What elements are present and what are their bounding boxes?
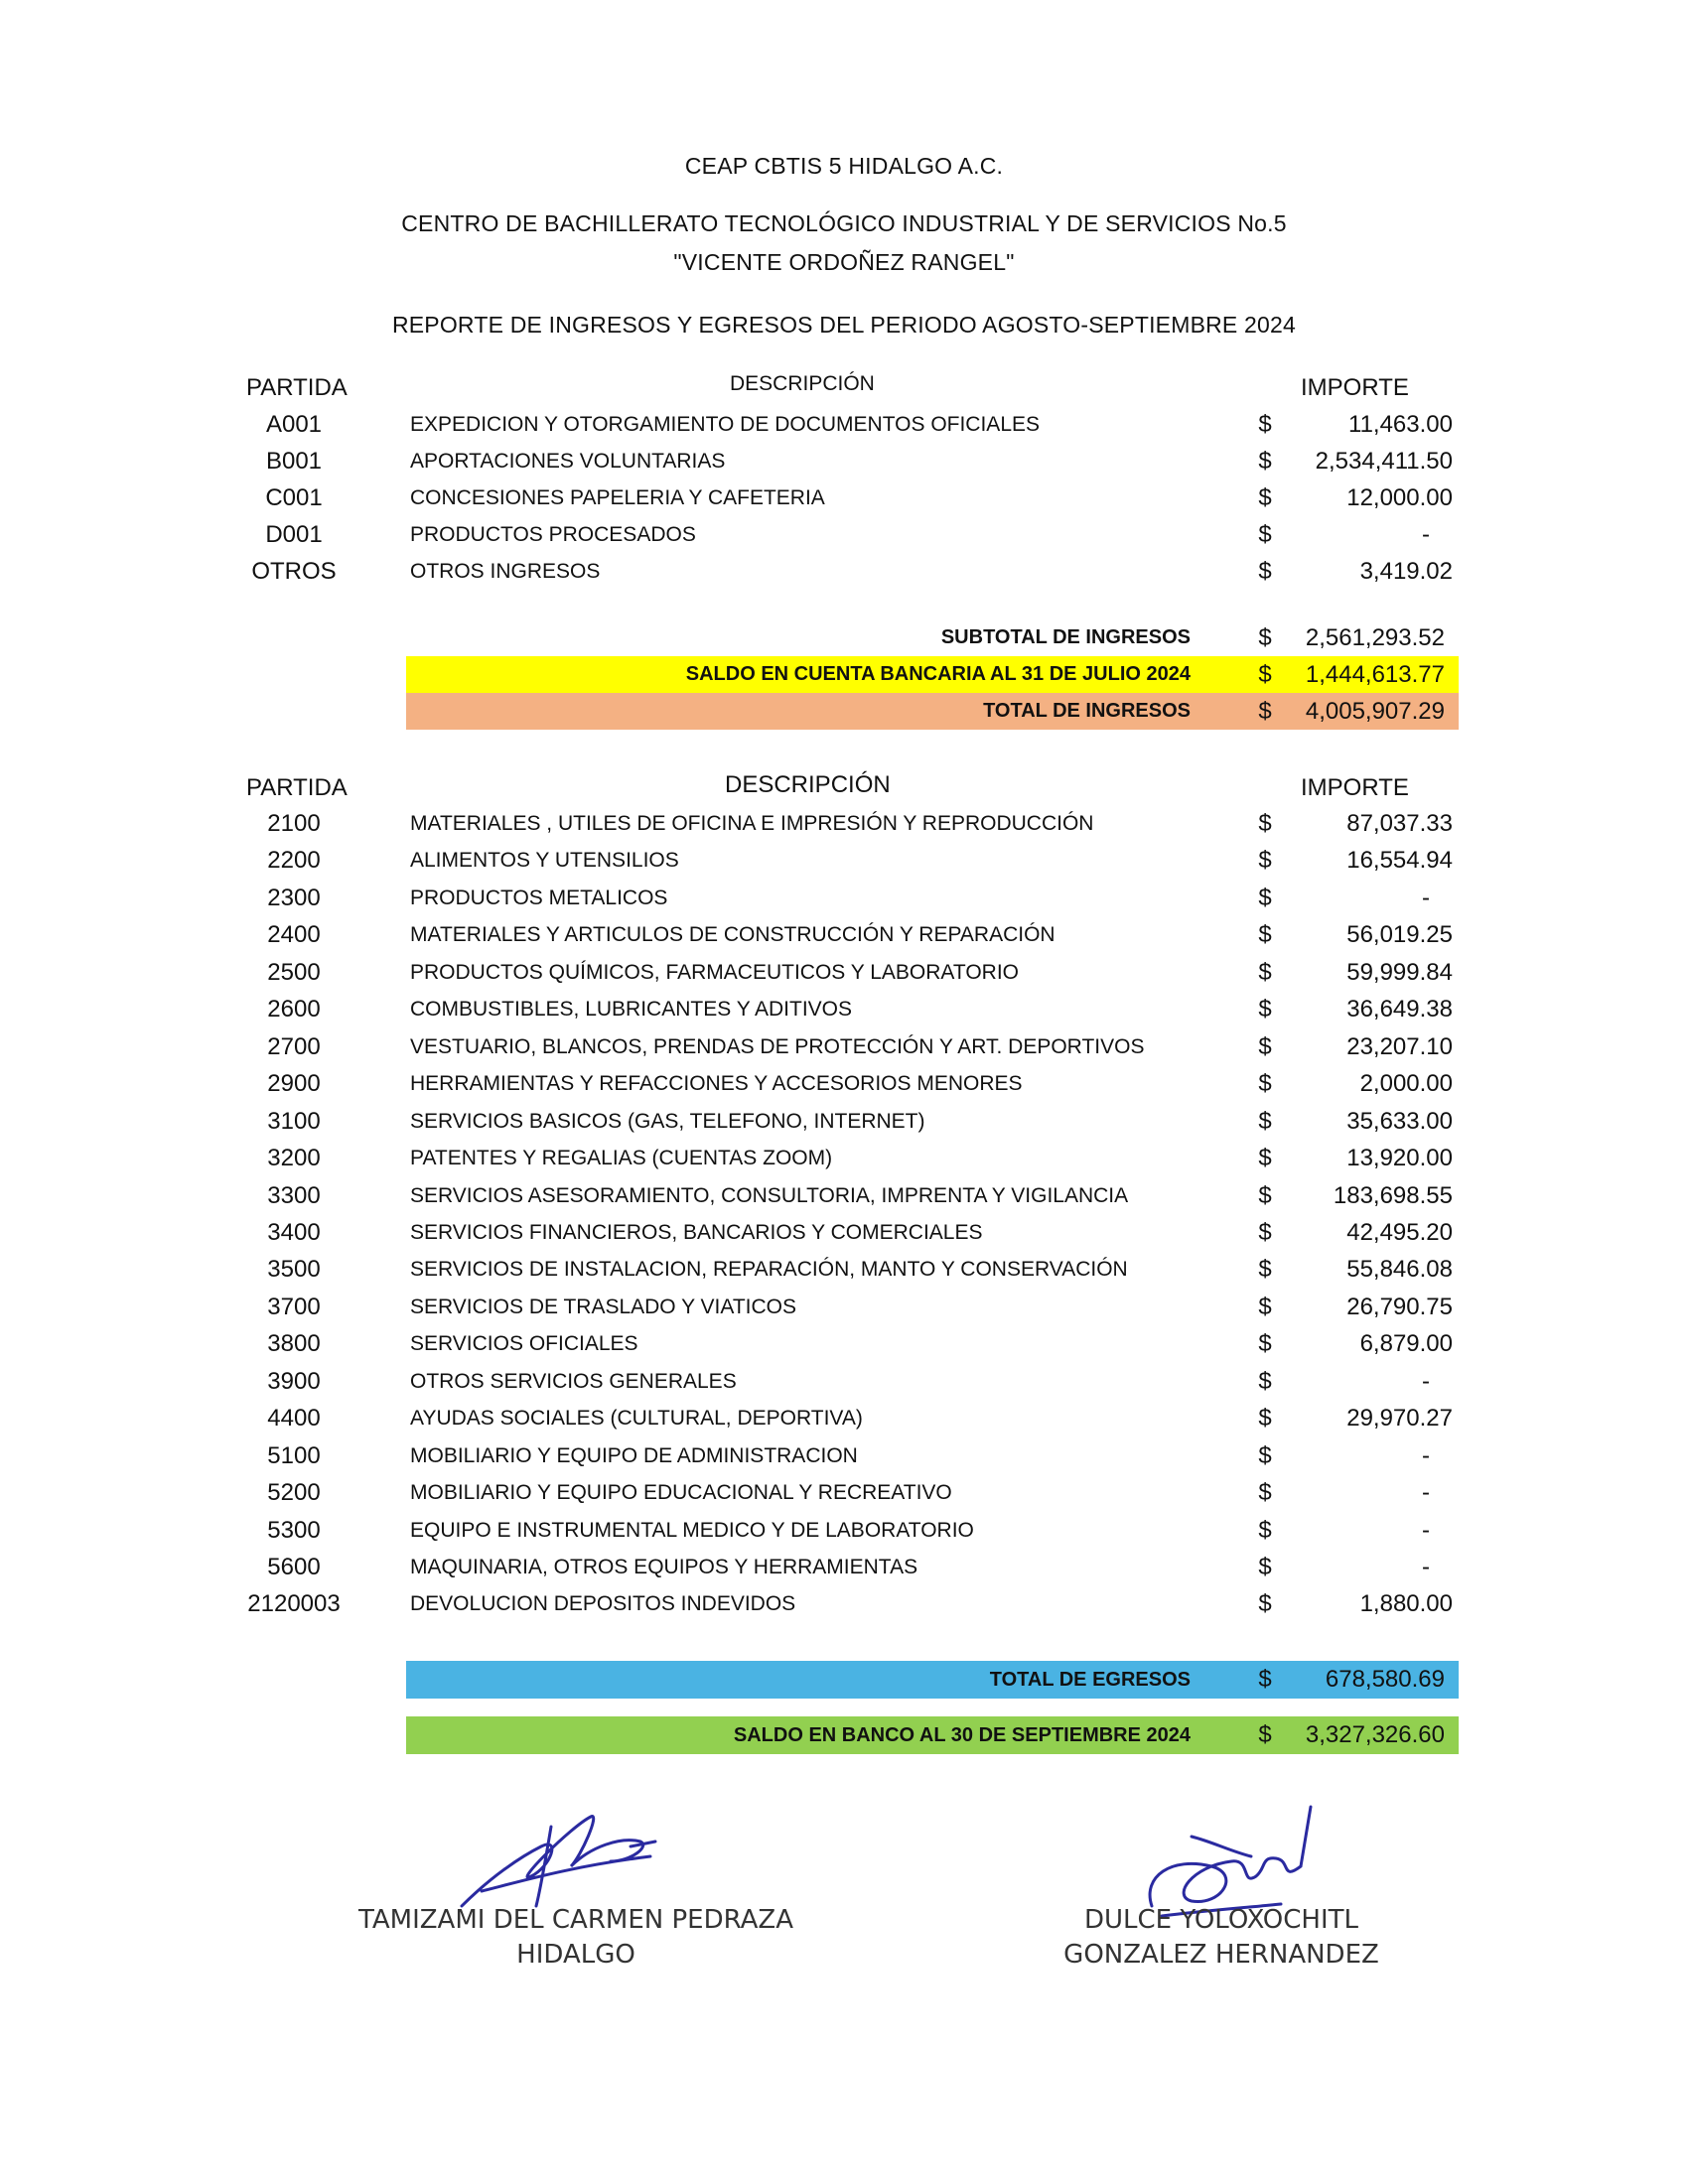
currency-sign: $ — [1258, 521, 1272, 548]
partida-description: SERVICIOS OFICIALES — [410, 1332, 638, 1355]
currency-sign: $ — [1258, 1368, 1272, 1395]
partida-amount: 6,879.00 — [1359, 1330, 1453, 1357]
partida-description: ALIMENTOS Y UTENSILIOS — [410, 849, 679, 872]
partida-amount: - — [1422, 1479, 1430, 1506]
partida-code: 3100 — [267, 1108, 321, 1135]
egresos-row — [0, 843, 1688, 879]
egresos-row — [0, 1290, 1688, 1325]
partida-code: 2900 — [267, 1070, 321, 1097]
partida-code: 2500 — [267, 959, 321, 986]
currency-sign: $ — [1258, 1256, 1272, 1283]
partida-amount: 56,019.25 — [1346, 921, 1453, 948]
currency-sign: $ — [1258, 411, 1272, 438]
egresos-row — [0, 1326, 1688, 1362]
egresos-row — [0, 992, 1688, 1027]
egresos-row — [0, 1178, 1688, 1214]
partida-code: 3700 — [267, 1294, 321, 1320]
egresos-row — [0, 1438, 1688, 1474]
currency-sign: $ — [1258, 1145, 1272, 1171]
partida-description: COMBUSTIBLES, LUBRICANTES Y ADITIVOS — [410, 998, 853, 1021]
partida-code: 2700 — [267, 1033, 321, 1060]
partida-amount: 183,698.55 — [1333, 1182, 1453, 1209]
signature-left-line1: TAMIZAMI DEL CARMEN PEDRAZA — [357, 1905, 793, 1935]
partida-description: HERRAMIENTAS Y REFACCIONES Y ACCESORIOS MENORES — [410, 1072, 1023, 1095]
partida-description: PATENTES Y REGALIAS (CUENTAS ZOOM) — [410, 1147, 833, 1169]
currency-sign: $ — [1258, 1590, 1272, 1617]
currency-sign: $ — [1258, 847, 1272, 874]
egresos-row — [0, 1364, 1688, 1400]
egresos-row — [0, 1586, 1688, 1622]
partida-description: VESTUARIO, BLANCOS, PRENDAS DE PROTECCIÓN Y ART. DEPORTIVOS — [410, 1035, 1145, 1058]
partida-description: PRODUCTOS METALICOS — [410, 887, 668, 909]
currency-sign: $ — [1258, 661, 1272, 688]
partida-code: 2120003 — [247, 1590, 341, 1617]
partida-description: MOBILIARIO Y EQUIPO DE ADMINISTRACION — [410, 1444, 858, 1467]
total-ingresos-label: TOTAL DE INGRESOS — [983, 700, 1191, 722]
egresos-col-descripcion: DESCRIPCIÓN — [725, 771, 891, 798]
egresos-row — [0, 917, 1688, 953]
ingresos-col-importe: IMPORTE — [1301, 374, 1409, 401]
partida-description: OTROS SERVICIOS GENERALES — [410, 1370, 737, 1393]
partida-description: SERVICIOS FINANCIEROS, BANCARIOS Y COMERCIALES — [410, 1221, 983, 1244]
ingresos-row — [0, 517, 1688, 553]
partida-code: 5200 — [267, 1479, 321, 1506]
partida-amount: 3,419.02 — [1359, 558, 1453, 585]
ingresos-col-partida: PARTIDA — [246, 374, 348, 401]
ingresos-row — [0, 407, 1688, 443]
partida-amount: - — [1422, 1442, 1430, 1469]
partida-code: 3200 — [267, 1145, 321, 1171]
partida-description: SERVICIOS ASESORAMIENTO, CONSULTORIA, IMPRENTA Y VIGILANCIA — [410, 1184, 1129, 1207]
partida-amount: 29,970.27 — [1346, 1405, 1453, 1432]
partida-description: APORTACIONES VOLUNTARIAS — [410, 450, 726, 473]
partida-amount: 2,534,411.50 — [1315, 448, 1453, 475]
partida-amount: 2,000.00 — [1359, 1070, 1453, 1097]
partida-amount: - — [1422, 1368, 1430, 1395]
partida-code: 2200 — [267, 847, 321, 874]
org-name: CEAP CBTIS 5 HIDALGO A.C. — [684, 153, 1004, 179]
partida-code: 2600 — [267, 996, 321, 1023]
subtotal-ingresos-amount: 2,561,293.52 — [1305, 624, 1445, 651]
currency-sign: $ — [1258, 1721, 1272, 1748]
egresos-row — [0, 1066, 1688, 1102]
partida-description: DEVOLUCION DEPOSITOS INDEVIDOS — [410, 1592, 796, 1615]
partida-description: MATERIALES , UTILES DE OFICINA E IMPRESIÓN Y REPRODUCCIÓN — [410, 812, 1094, 835]
partida-amount: 11,463.00 — [1348, 411, 1453, 438]
ingresos-row — [0, 554, 1688, 590]
partida-code: 5600 — [267, 1554, 321, 1580]
egresos-row — [0, 1475, 1688, 1511]
egresos-row — [0, 1141, 1688, 1176]
partida-code: 3800 — [267, 1330, 321, 1357]
currency-sign: $ — [1258, 1479, 1272, 1506]
partida-description: SERVICIOS BASICOS (GAS, TELEFONO, INTERNET) — [410, 1110, 925, 1133]
partida-code: 4400 — [267, 1405, 321, 1432]
partida-code: 5100 — [267, 1442, 321, 1469]
school-name-line2: "VICENTE ORDOÑEZ RANGEL" — [673, 249, 1015, 275]
currency-sign: $ — [1258, 448, 1272, 475]
report-title: REPORTE DE INGRESOS Y EGRESOS DEL PERIODO AGOSTO-SEPTIEMBRE 2024 — [391, 312, 1297, 338]
signature-right-line1: DULCE YOLOXOCHITL — [1083, 1905, 1359, 1935]
partida-amount: 35,633.00 — [1346, 1108, 1453, 1135]
school-name-line1: CENTRO DE BACHILLERATO TECNOLÓGICO INDUSTRIAL Y DE SERVICIOS No.5 — [401, 210, 1287, 236]
partida-amount: 12,000.00 — [1346, 484, 1453, 511]
partida-code: OTROS — [251, 558, 337, 585]
ingresos-row — [0, 480, 1688, 516]
partida-description: SERVICIOS DE TRASLADO Y VIATICOS — [410, 1296, 797, 1318]
partida-amount: 1,880.00 — [1359, 1590, 1453, 1617]
partida-description: MAQUINARIA, OTROS EQUIPOS Y HERRAMIENTAS — [410, 1556, 918, 1578]
partida-amount: 42,495.20 — [1346, 1219, 1453, 1246]
total-egresos-label: TOTAL DE EGRESOS — [989, 1669, 1191, 1691]
currency-sign: $ — [1258, 1517, 1272, 1544]
egresos-row — [0, 1029, 1688, 1065]
saldo-septiembre-amount: 3,327,326.60 — [1305, 1721, 1445, 1748]
partida-amount: - — [1422, 1554, 1430, 1580]
signature-left-name — [318, 1903, 834, 1973]
partida-code: B001 — [265, 448, 323, 475]
partida-amount: - — [1422, 521, 1430, 548]
partida-code: 2100 — [267, 810, 321, 837]
egresos-row — [0, 881, 1688, 916]
total-ingresos-amount: 4,005,907.29 — [1305, 698, 1445, 725]
partida-description: MATERIALES Y ARTICULOS DE CONSTRUCCIÓN Y REPARACIÓN — [410, 923, 1055, 946]
partida-code: 3400 — [267, 1219, 321, 1246]
currency-sign: $ — [1258, 1108, 1272, 1135]
partida-amount: 23,207.10 — [1346, 1033, 1453, 1060]
currency-sign: $ — [1258, 959, 1272, 986]
currency-sign: $ — [1258, 1554, 1272, 1580]
currency-sign: $ — [1258, 558, 1272, 585]
partida-description: PRODUCTOS PROCESADOS — [410, 523, 696, 546]
saldo-julio-label: SALDO EN CUENTA BANCARIA AL 31 DE JULIO 2024 — [685, 663, 1191, 685]
partida-description: EQUIPO E INSTRUMENTAL MEDICO Y DE LABORATORIO — [410, 1519, 974, 1542]
partida-amount: 55,846.08 — [1346, 1256, 1453, 1283]
partida-description: CONCESIONES PAPELERIA Y CAFETERIA — [410, 486, 825, 509]
egresos-row — [0, 1513, 1688, 1549]
currency-sign: $ — [1258, 1666, 1272, 1693]
partida-amount: 59,999.84 — [1346, 959, 1453, 986]
partida-description: PRODUCTOS QUÍMICOS, FARMACEUTICOS Y LABORATORIO — [410, 961, 1019, 984]
signature-left-line2: HIDALGO — [516, 1940, 635, 1970]
currency-sign: $ — [1258, 810, 1272, 837]
egresos-row — [0, 1550, 1688, 1585]
saldo-julio-row — [406, 656, 1459, 693]
egresos-col-importe: IMPORTE — [1301, 774, 1409, 801]
egresos-col-partida: PARTIDA — [246, 774, 348, 801]
currency-sign: $ — [1258, 1294, 1272, 1320]
currency-sign: $ — [1258, 1219, 1272, 1246]
partida-code: D001 — [265, 521, 323, 548]
currency-sign: $ — [1258, 624, 1272, 651]
currency-sign: $ — [1258, 1182, 1272, 1209]
egresos-row — [0, 1215, 1688, 1251]
partida-amount: 26,790.75 — [1346, 1294, 1453, 1320]
currency-sign: $ — [1258, 1070, 1272, 1097]
partida-code: C001 — [265, 484, 323, 511]
ingresos-col-descripcion: DESCRIPCIÓN — [730, 372, 875, 395]
partida-code: A001 — [265, 411, 323, 438]
partida-description: SERVICIOS DE INSTALACION, REPARACIÓN, MANTO Y CONSERVACIÓN — [410, 1258, 1128, 1281]
partida-description: AYUDAS SOCIALES (CULTURAL, DEPORTIVA) — [410, 1407, 863, 1430]
currency-sign: $ — [1258, 885, 1272, 911]
currency-sign: $ — [1258, 1442, 1272, 1469]
currency-sign: $ — [1258, 1330, 1272, 1357]
subtotal-ingresos-label: SUBTOTAL DE INGRESOS — [940, 626, 1191, 648]
signature-right-line2: GONZALEZ HERNANDEZ — [1063, 1940, 1379, 1970]
total-ingresos-row — [406, 693, 1459, 730]
partida-amount: 87,037.33 — [1346, 810, 1453, 837]
partida-code: 3500 — [267, 1256, 321, 1283]
ingresos-row — [0, 444, 1688, 479]
total-egresos-amount: 678,580.69 — [1325, 1666, 1445, 1693]
partida-description: EXPEDICION Y OTORGAMIENTO DE DOCUMENTOS OFICIALES — [410, 413, 1041, 436]
partida-code: 3300 — [267, 1182, 321, 1209]
currency-sign: $ — [1258, 996, 1272, 1023]
partida-amount: 36,649.38 — [1346, 996, 1453, 1023]
saldo-septiembre-label: SALDO EN BANCO AL 30 DE SEPTIEMBRE 2024 — [733, 1724, 1191, 1746]
saldo-septiembre-row — [406, 1716, 1459, 1754]
partida-amount: - — [1422, 885, 1430, 911]
currency-sign: $ — [1258, 1405, 1272, 1432]
egresos-row — [0, 955, 1688, 991]
egresos-row — [0, 1104, 1688, 1140]
saldo-julio-amount: 1,444,613.77 — [1305, 661, 1445, 688]
subtotal-ingresos-row — [406, 619, 1459, 656]
partida-code: 2300 — [267, 885, 321, 911]
partida-amount: - — [1422, 1517, 1430, 1544]
currency-sign: $ — [1258, 921, 1272, 948]
currency-sign: $ — [1258, 1033, 1272, 1060]
partida-description: OTROS INGRESOS — [410, 560, 601, 583]
egresos-row — [0, 1252, 1688, 1288]
egresos-row — [0, 1401, 1688, 1436]
partida-description: MOBILIARIO Y EQUIPO EDUCACIONAL Y RECREATIVO — [410, 1481, 952, 1504]
partida-amount: 16,554.94 — [1346, 847, 1453, 874]
signature-right-name — [993, 1903, 1450, 1973]
currency-sign: $ — [1258, 484, 1272, 511]
partida-code: 3900 — [267, 1368, 321, 1395]
partida-amount: 13,920.00 — [1346, 1145, 1453, 1171]
currency-sign: $ — [1258, 698, 1272, 725]
partida-code: 2400 — [267, 921, 321, 948]
partida-code: 5300 — [267, 1517, 321, 1544]
total-egresos-row — [406, 1661, 1459, 1699]
egresos-row — [0, 806, 1688, 842]
